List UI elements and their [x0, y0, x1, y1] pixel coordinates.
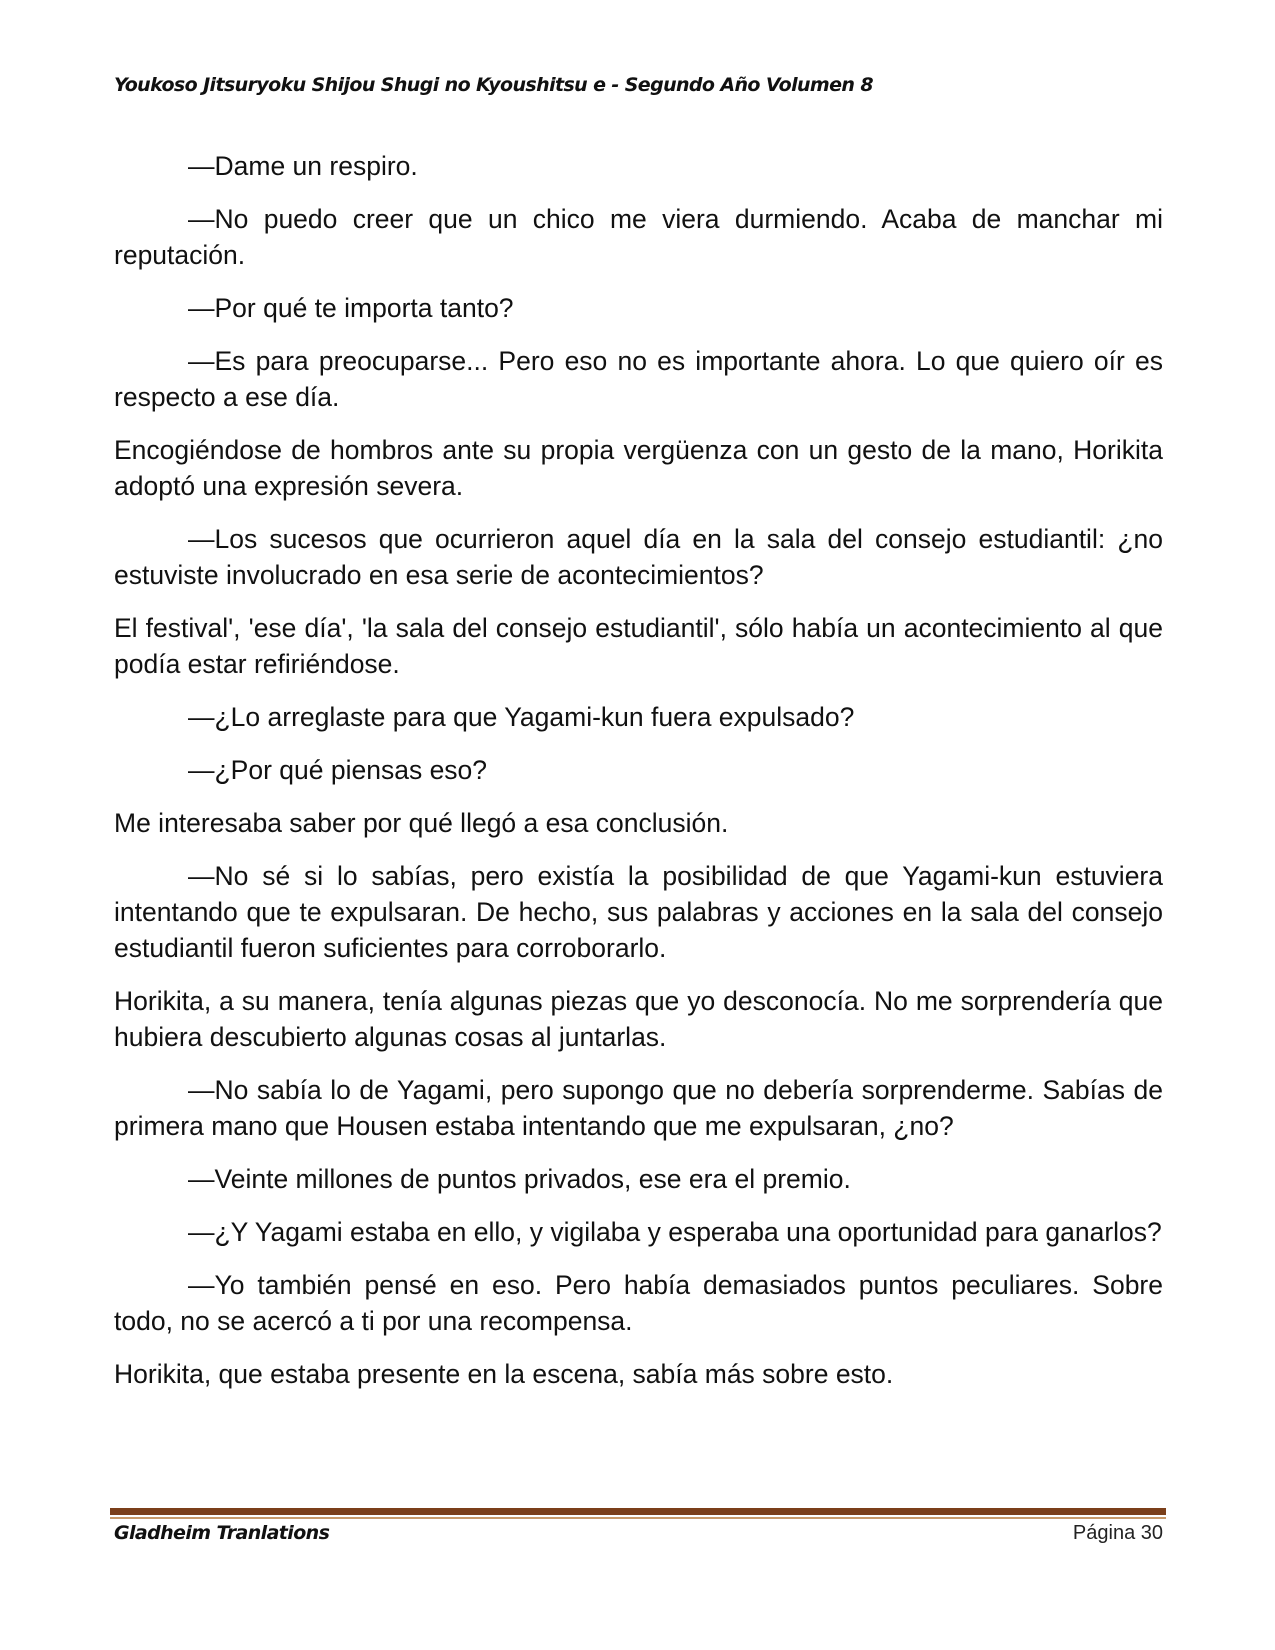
paragraph: El festival', 'ese día', 'la sala del consejo estudiantil', sólo había un acontecimiento al que podía estar refiriéndose. — [114, 613, 1163, 679]
paragraph: Horikita, que estaba presente en la escena, sabía más sobre esto. — [114, 1359, 894, 1389]
paragraph: —Yo también pensé en eso. Pero había demasiados puntos peculiares. Sobre todo, no se acercó a ti por una recompensa. — [114, 1270, 1163, 1336]
page-number: Página 30 — [1072, 1522, 1163, 1544]
paragraph: —No puedo creer que un chico me viera durmiendo. Acaba de manchar mi reputación. — [114, 204, 1163, 270]
paragraph: —¿Por qué piensas eso? — [188, 755, 488, 785]
paragraph: —No sabía lo de Yagami, pero supongo que no debería sorprenderme. Sabías de primera mano que Housen estaba intentando que me expulsaran, ¿no? — [114, 1075, 1163, 1141]
paragraph: —No sé si lo sabías, pero existía la posibilidad de que Yagami-kun estuviera intentando que te expulsaran. De hecho, sus palabras y acciones en la sala del consejo estudiantil fueron suficientes para corroborarlo. — [114, 861, 1163, 963]
footer-rule-thin — [110, 1517, 1166, 1519]
paragraph: —Por qué te importa tanto? — [188, 293, 514, 323]
page-body — [114, 148, 1163, 1409]
footer-rule — [110, 1508, 1166, 1515]
running-header: Youkoso Jitsuryoku Shijou Shugi no Kyoushitsu e - Segundo Año Volumen 8 — [114, 74, 873, 96]
footer-translator: Gladheim Tranlations — [114, 1522, 330, 1544]
paragraph: —¿Y Yagami estaba en ello, y vigilaba y esperaba una oportunidad para ganarlos? — [188, 1217, 1162, 1247]
paragraph: Encogiéndose de hombros ante su propia vergüenza con un gesto de la mano, Horikita adoptó una expresión severa. — [114, 435, 1163, 501]
paragraph: —¿Lo arreglaste para que Yagami-kun fuera expulsado? — [188, 702, 855, 732]
paragraph: —Veinte millones de puntos privados, ese era el premio. — [188, 1164, 851, 1194]
paragraph: —Es para preocuparse... Pero eso no es importante ahora. Lo que quiero oír es respecto a ese día. — [114, 346, 1163, 412]
paragraph: Horikita, a su manera, tenía algunas piezas que yo desconocía. No me sorprendería que hubiera descubierto algunas cosas al juntarlas. — [114, 986, 1163, 1052]
paragraph: —Dame un respiro. — [188, 151, 418, 181]
paragraph: —Los sucesos que ocurrieron aquel día en la sala del consejo estudiantil: ¿no estuviste involucrado en esa serie de acontecimientos? — [114, 524, 1163, 590]
paragraph: Me interesaba saber por qué llegó a esa conclusión. — [114, 808, 729, 838]
